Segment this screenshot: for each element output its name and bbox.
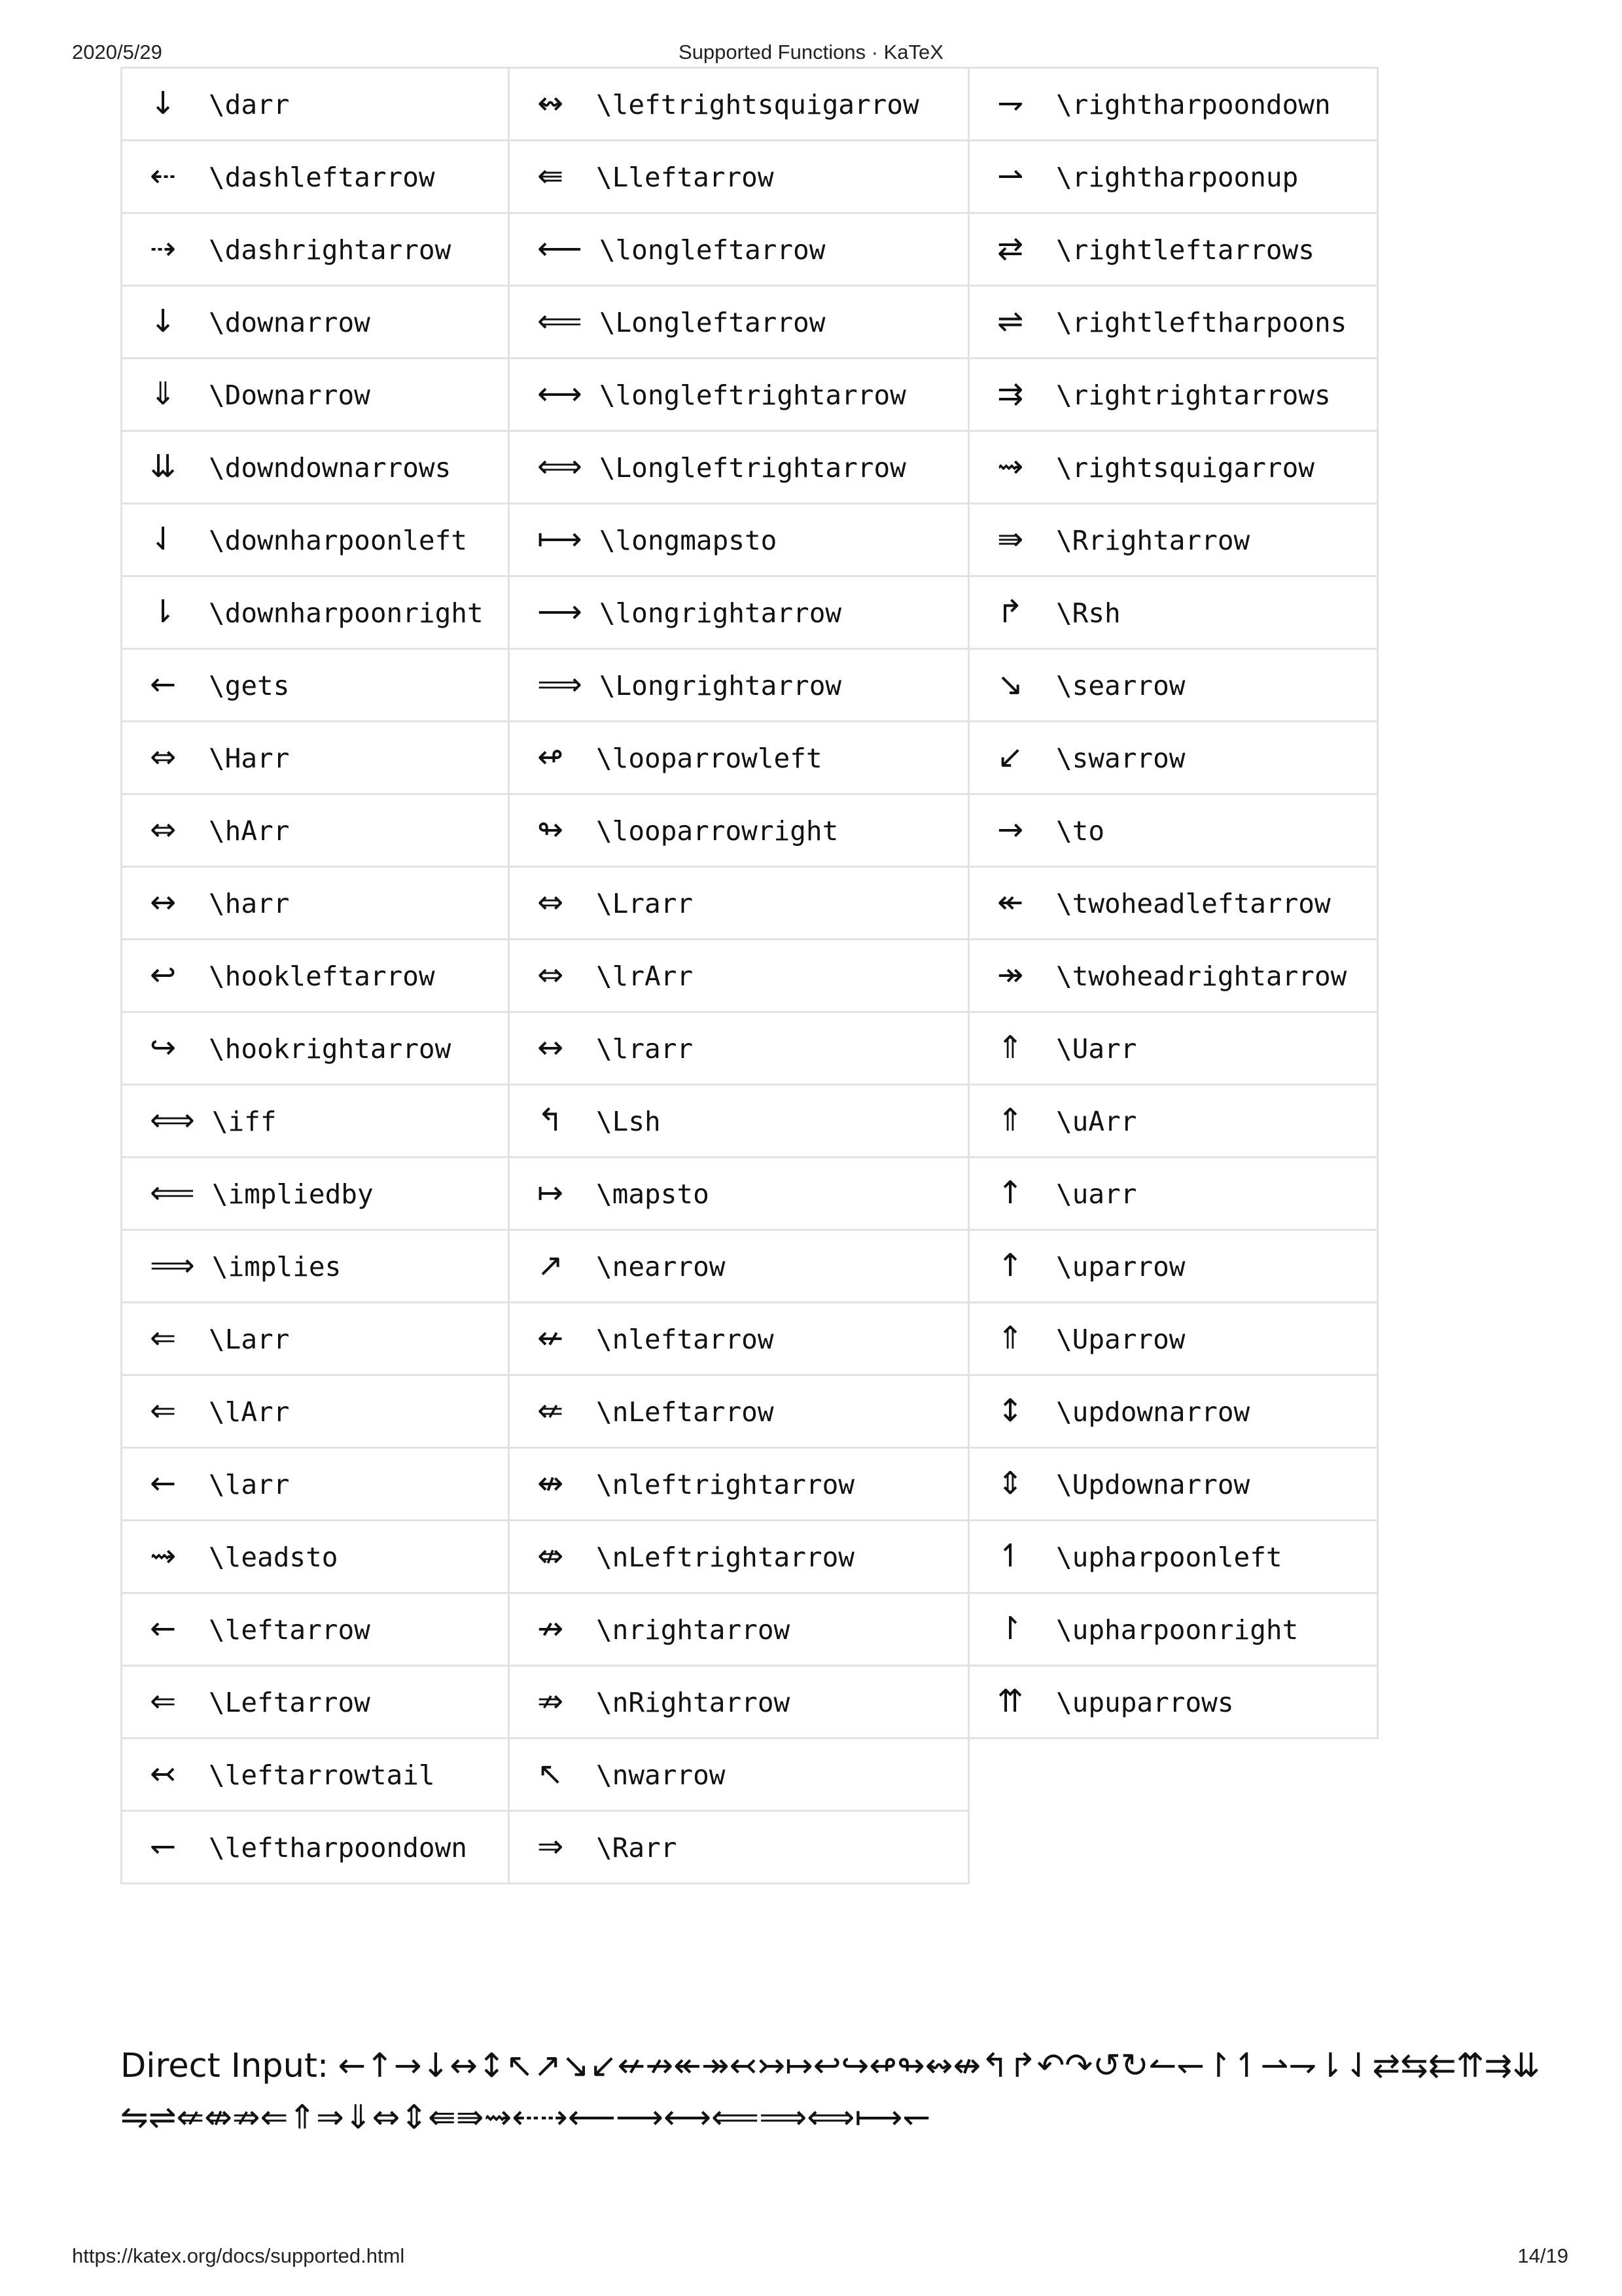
function-cell bbox=[969, 1593, 1378, 1666]
command-name: \nleftrightarrow bbox=[596, 1469, 855, 1500]
command-name: \looparrowleft bbox=[596, 743, 822, 774]
function-cell bbox=[969, 1012, 1378, 1085]
table-row bbox=[122, 1230, 1378, 1303]
table-row bbox=[122, 431, 1378, 504]
table-row bbox=[122, 1593, 1378, 1666]
function-cell bbox=[509, 1157, 969, 1230]
arrow-symbol-icon: ↾ bbox=[997, 1610, 1024, 1647]
command-name: \twoheadleftarrow bbox=[1056, 888, 1331, 919]
command-name: \downarrow bbox=[209, 307, 370, 338]
arrow-symbol-icon: ↛ bbox=[537, 1610, 564, 1647]
function-cell bbox=[122, 722, 509, 794]
command-name: \Harr bbox=[209, 743, 290, 774]
function-cell bbox=[969, 1157, 1378, 1230]
command-name: \hArr bbox=[209, 815, 290, 847]
footer-page-number: 14/19 bbox=[1517, 2244, 1568, 2267]
function-cell bbox=[509, 940, 969, 1012]
command-name: \Uparrow bbox=[1056, 1324, 1186, 1355]
arrow-symbol-icon: ⇔ bbox=[150, 811, 177, 848]
function-cell bbox=[122, 1012, 509, 1085]
command-name: \uarr bbox=[1056, 1178, 1137, 1210]
command-name: \downharpoonleft bbox=[209, 525, 467, 556]
function-cell bbox=[969, 68, 1378, 141]
command-name: \lrarr bbox=[596, 1033, 694, 1065]
arrow-symbol-icon: ⇝ bbox=[997, 448, 1024, 485]
table-row bbox=[122, 1521, 1378, 1593]
command-name: \dashrightarrow bbox=[209, 234, 451, 266]
function-cell bbox=[122, 1157, 509, 1230]
arrow-symbol-icon: ⇑ bbox=[997, 1029, 1024, 1066]
function-cell bbox=[509, 431, 969, 504]
arrow-symbol-icon: ↦ bbox=[537, 1174, 564, 1211]
arrow-symbol-icon: ⇊ bbox=[150, 448, 177, 485]
arrow-symbol-icon: ⇕ bbox=[997, 1465, 1024, 1502]
function-cell bbox=[122, 1811, 509, 1884]
function-cell bbox=[509, 504, 969, 576]
function-cell bbox=[509, 1303, 969, 1375]
arrow-symbol-icon: ⇢ bbox=[150, 230, 177, 267]
arrow-symbol-icon: ⇌ bbox=[997, 303, 1024, 340]
arrow-symbol-icon: ↰ bbox=[537, 1102, 564, 1139]
command-name: \leftharpoondown bbox=[209, 1832, 467, 1863]
table-row bbox=[122, 1666, 1378, 1739]
arrow-symbol-icon: ⇀ bbox=[997, 158, 1024, 194]
table-row bbox=[122, 576, 1378, 649]
function-cell bbox=[122, 1375, 509, 1448]
function-cell bbox=[509, 1230, 969, 1303]
function-cell bbox=[509, 68, 969, 141]
command-name: \longrightarrow bbox=[599, 597, 842, 629]
arrow-symbol-icon: ← bbox=[150, 1465, 177, 1502]
table-row bbox=[122, 940, 1378, 1012]
function-cell bbox=[509, 141, 969, 213]
command-name: \Downarrow bbox=[209, 380, 370, 411]
table-row bbox=[122, 649, 1378, 722]
table-row bbox=[122, 1157, 1378, 1230]
arrow-symbol-icon: ← bbox=[150, 666, 177, 703]
arrow-symbol-icon: ⟺ bbox=[537, 448, 582, 485]
function-cell bbox=[969, 1375, 1378, 1448]
arrow-symbol-icon: ↙ bbox=[997, 739, 1024, 775]
arrow-symbol-icon: ⟸ bbox=[150, 1174, 195, 1211]
command-name: \twoheadrightarrow bbox=[1056, 961, 1347, 992]
function-cell bbox=[969, 359, 1378, 431]
function-cell bbox=[509, 1448, 969, 1521]
command-name: \rightleftarrows bbox=[1056, 234, 1314, 266]
arrow-symbol-icon: ⟼ bbox=[537, 521, 582, 557]
table-row bbox=[122, 141, 1378, 213]
function-cell bbox=[122, 1739, 509, 1811]
function-cell bbox=[122, 68, 509, 141]
function-cell bbox=[509, 1593, 969, 1666]
function-cell bbox=[969, 940, 1378, 1012]
command-name: \nrightarrow bbox=[596, 1614, 790, 1646]
function-cell bbox=[969, 649, 1378, 722]
command-name: \leadsto bbox=[209, 1542, 338, 1573]
arrow-symbol-icon: ↓ bbox=[150, 85, 177, 122]
function-cell bbox=[969, 504, 1378, 576]
function-cell bbox=[969, 1448, 1378, 1521]
arrow-symbol-icon: ⟹ bbox=[537, 666, 582, 703]
arrow-symbol-icon: ⇔ bbox=[150, 739, 177, 775]
direct-input-section bbox=[120, 2040, 1540, 2144]
arrow-symbol-icon: ⇔ bbox=[537, 884, 564, 921]
direct-input-characters: ←↑→↓↔↕↖↗↘↙↚↛↞↠↢↣↦↩↪↫↬↭↮↰↱↶↷↺↻↼↽↾↿⇀⇁⇂⇃⇄⇆⇇⇈⇉⇊⇋⇌⇍⇎⇏⇐⇑⇒⇓⇔⇕⇚⇛⇝⇠⇢⟵⟶⟷⟸⟹⟺⟼↽ bbox=[120, 2047, 1540, 2137]
command-name: \upuparrows bbox=[1056, 1687, 1234, 1718]
arrow-symbol-icon: ↢ bbox=[150, 1756, 177, 1792]
function-cell bbox=[969, 141, 1378, 213]
command-name: \rightrightarrows bbox=[1056, 380, 1331, 411]
function-cell bbox=[122, 1230, 509, 1303]
table-row bbox=[122, 359, 1378, 431]
function-cell bbox=[509, 359, 969, 431]
header-title: Supported Functions · KaTeX bbox=[679, 41, 943, 63]
table-row bbox=[122, 1448, 1378, 1521]
function-cell bbox=[509, 1085, 969, 1157]
arrow-symbol-icon: ⇂ bbox=[150, 593, 177, 630]
command-name: \Uarr bbox=[1056, 1033, 1137, 1065]
command-name: \Longleftarrow bbox=[599, 307, 826, 338]
function-cell bbox=[122, 649, 509, 722]
empty-cell bbox=[969, 1739, 1378, 1811]
arrow-symbol-icon: ⇠ bbox=[150, 158, 177, 194]
function-cell bbox=[122, 141, 509, 213]
function-cell bbox=[969, 867, 1378, 940]
function-cell bbox=[509, 1521, 969, 1593]
command-name: \hookleftarrow bbox=[209, 961, 435, 992]
command-name: \Rsh bbox=[1056, 597, 1121, 629]
arrow-symbol-icon: ⇑ bbox=[997, 1102, 1024, 1139]
function-cell bbox=[509, 1012, 969, 1085]
command-name: \nleftarrow bbox=[596, 1324, 774, 1355]
command-name: \Lsh bbox=[596, 1106, 661, 1137]
function-cell bbox=[969, 794, 1378, 867]
arrow-symbol-icon: ⇐ bbox=[150, 1320, 177, 1356]
arrow-symbol-icon: ⇑ bbox=[997, 1320, 1024, 1356]
arrow-symbol-icon: ⇏ bbox=[537, 1683, 564, 1720]
function-cell bbox=[969, 1303, 1378, 1375]
function-cell bbox=[509, 1811, 969, 1884]
arrow-commands-table-body bbox=[122, 68, 1378, 1884]
arrow-symbol-icon: ⟺ bbox=[150, 1102, 195, 1139]
table-row bbox=[122, 1303, 1378, 1375]
function-cell bbox=[122, 504, 509, 576]
arrow-symbol-icon: ↬ bbox=[537, 811, 564, 848]
command-name: \nLeftrightarrow bbox=[596, 1542, 855, 1573]
function-cell bbox=[969, 576, 1378, 649]
command-name: \iff bbox=[211, 1106, 277, 1137]
arrow-symbol-icon: ⇉ bbox=[997, 376, 1024, 412]
empty-cell bbox=[969, 1811, 1378, 1884]
command-name: \upharpoonleft bbox=[1056, 1542, 1282, 1573]
function-cell bbox=[122, 940, 509, 1012]
command-name: \swarrow bbox=[1056, 743, 1186, 774]
function-cell bbox=[969, 1666, 1378, 1739]
direct-input-label: Direct Input: bbox=[120, 2047, 329, 2085]
arrow-symbol-icon: ↑ bbox=[997, 1174, 1024, 1211]
function-cell bbox=[969, 1230, 1378, 1303]
function-cell bbox=[509, 867, 969, 940]
command-name: \Longleftrightarrow bbox=[599, 452, 906, 484]
arrow-symbol-icon: ↞ bbox=[997, 884, 1024, 921]
function-cell bbox=[122, 1085, 509, 1157]
arrow-symbol-icon: ↚ bbox=[537, 1320, 564, 1356]
arrow-symbol-icon: ⟸ bbox=[537, 303, 582, 340]
arrow-symbol-icon: ↫ bbox=[537, 739, 564, 775]
table-row bbox=[122, 722, 1378, 794]
arrow-symbol-icon: ↮ bbox=[537, 1465, 564, 1502]
arrow-symbol-icon: ↕ bbox=[997, 1392, 1024, 1429]
command-name: \leftarrowtail bbox=[209, 1759, 435, 1791]
command-name: \larr bbox=[209, 1469, 290, 1500]
function-cell bbox=[509, 722, 969, 794]
arrow-symbol-icon: ↪ bbox=[150, 1029, 177, 1066]
arrow-symbol-icon: ⇚ bbox=[537, 158, 564, 194]
command-name: \rightsquigarrow bbox=[1056, 452, 1314, 484]
function-cell bbox=[509, 286, 969, 359]
function-cell bbox=[509, 1666, 969, 1739]
arrow-symbol-icon: ↘ bbox=[997, 666, 1024, 703]
command-name: \longmapsto bbox=[599, 525, 777, 556]
command-name: \hookrightarrow bbox=[209, 1033, 451, 1065]
function-cell bbox=[509, 794, 969, 867]
function-cell bbox=[969, 1085, 1378, 1157]
command-name: \Larr bbox=[209, 1324, 290, 1355]
command-name: \rightharpoondown bbox=[1056, 89, 1331, 120]
function-cell bbox=[122, 213, 509, 286]
command-name: \downdownarrows bbox=[209, 452, 451, 484]
arrow-symbol-icon: → bbox=[997, 811, 1024, 848]
command-name: \to bbox=[1056, 815, 1105, 847]
arrow-symbol-icon: ↩ bbox=[150, 957, 177, 993]
command-name: \nwarrow bbox=[596, 1759, 726, 1791]
arrow-symbol-icon: ↔ bbox=[537, 1029, 564, 1066]
command-name: \rightleftharpoons bbox=[1056, 307, 1347, 338]
command-name: \searrow bbox=[1056, 670, 1186, 701]
table-row bbox=[122, 794, 1378, 867]
arrow-symbol-icon: ⇐ bbox=[150, 1683, 177, 1720]
command-name: \Rarr bbox=[596, 1832, 677, 1863]
command-name: \implies bbox=[211, 1251, 342, 1282]
table-row bbox=[122, 1811, 1378, 1884]
command-name: \mapsto bbox=[596, 1178, 709, 1210]
arrow-symbol-icon: ⇓ bbox=[150, 376, 177, 412]
arrow-symbol-icon: ⇎ bbox=[537, 1538, 564, 1574]
arrow-symbol-icon: ↱ bbox=[997, 593, 1024, 630]
footer-url[interactable]: https://katex.org/docs/supported.html bbox=[72, 2244, 405, 2267]
table-row bbox=[122, 213, 1378, 286]
function-cell bbox=[122, 431, 509, 504]
function-cell bbox=[122, 794, 509, 867]
function-cell bbox=[509, 213, 969, 286]
arrow-symbol-icon: ⇈ bbox=[997, 1683, 1024, 1720]
command-name: \Updownarrow bbox=[1056, 1469, 1250, 1500]
command-name: \impliedby bbox=[211, 1178, 374, 1210]
command-name: \longleftarrow bbox=[599, 234, 826, 266]
function-cell bbox=[509, 649, 969, 722]
function-cell bbox=[969, 286, 1378, 359]
function-cell bbox=[122, 576, 509, 649]
command-name: \lrArr bbox=[596, 961, 694, 992]
command-name: \looparrowright bbox=[596, 815, 839, 847]
arrow-symbol-icon: ↿ bbox=[997, 1538, 1024, 1574]
header-date: 2020/5/29 bbox=[72, 41, 162, 63]
arrow-symbol-icon: ⟷ bbox=[537, 376, 582, 412]
arrow-symbol-icon: ↭ bbox=[537, 85, 564, 122]
arrow-symbol-icon: ↓ bbox=[150, 303, 177, 340]
command-name: \nRightarrow bbox=[596, 1687, 790, 1718]
function-cell bbox=[122, 1593, 509, 1666]
arrow-symbol-icon: ↔ bbox=[150, 884, 177, 921]
command-name: \upharpoonright bbox=[1056, 1614, 1299, 1646]
arrow-symbol-icon: ↽ bbox=[150, 1828, 177, 1865]
command-name: \downharpoonright bbox=[209, 597, 484, 629]
arrow-symbol-icon: ⇁ bbox=[997, 85, 1024, 122]
command-name: \Lrarr bbox=[596, 888, 694, 919]
command-name: \harr bbox=[209, 888, 290, 919]
table-row bbox=[122, 286, 1378, 359]
command-name: \leftarrow bbox=[209, 1614, 370, 1646]
arrow-symbol-icon: ↠ bbox=[997, 957, 1024, 993]
command-name: \Leftarrow bbox=[209, 1687, 370, 1718]
arrow-symbol-icon: ⇐ bbox=[150, 1392, 177, 1429]
table-row bbox=[122, 867, 1378, 940]
command-name: \uArr bbox=[1056, 1106, 1137, 1137]
arrow-symbol-icon: ↗ bbox=[537, 1247, 564, 1284]
function-cell bbox=[122, 1303, 509, 1375]
table-row bbox=[122, 68, 1378, 141]
function-cell bbox=[122, 359, 509, 431]
command-name: \Lleftarrow bbox=[596, 162, 774, 193]
function-cell bbox=[969, 431, 1378, 504]
function-cell bbox=[969, 1521, 1378, 1593]
function-cell bbox=[122, 286, 509, 359]
arrow-symbol-icon: ⇔ bbox=[537, 957, 564, 993]
function-cell bbox=[509, 576, 969, 649]
table-row bbox=[122, 1739, 1378, 1811]
command-name: \nearrow bbox=[596, 1251, 726, 1282]
arrow-symbol-icon: ↖ bbox=[537, 1756, 564, 1792]
arrow-symbol-icon: ⟹ bbox=[150, 1247, 195, 1284]
arrow-symbol-icon: ⟵ bbox=[537, 230, 582, 267]
command-name: \dashleftarrow bbox=[209, 162, 435, 193]
command-name: \Longrightarrow bbox=[599, 670, 842, 701]
command-name: \updownarrow bbox=[1056, 1396, 1250, 1428]
function-cell bbox=[509, 1375, 969, 1448]
function-cell bbox=[122, 1666, 509, 1739]
arrow-symbol-icon: ⇄ bbox=[997, 230, 1024, 267]
table-row bbox=[122, 1085, 1378, 1157]
arrow-symbol-icon: ⇝ bbox=[150, 1538, 177, 1574]
command-name: \nLeftarrow bbox=[596, 1396, 774, 1428]
arrow-symbol-icon: ⇛ bbox=[997, 521, 1024, 557]
arrow-symbol-icon: ⇃ bbox=[150, 521, 177, 557]
command-name: \longleftrightarrow bbox=[599, 380, 906, 411]
command-name: \rightharpoonup bbox=[1056, 162, 1299, 193]
function-cell bbox=[122, 867, 509, 940]
table-row bbox=[122, 504, 1378, 576]
function-cell bbox=[122, 1521, 509, 1593]
command-name: \darr bbox=[209, 89, 290, 120]
command-name: \lArr bbox=[209, 1396, 290, 1428]
function-cell bbox=[969, 722, 1378, 794]
arrow-symbol-icon: ← bbox=[150, 1610, 177, 1647]
function-cell bbox=[509, 1739, 969, 1811]
arrow-symbol-icon: ⇍ bbox=[537, 1392, 564, 1429]
table-row bbox=[122, 1012, 1378, 1085]
command-name: \uparrow bbox=[1056, 1251, 1186, 1282]
command-name: \leftrightsquigarrow bbox=[596, 89, 919, 120]
command-name: \Rrightarrow bbox=[1056, 525, 1250, 556]
arrow-symbol-icon: ↑ bbox=[997, 1247, 1024, 1284]
arrow-symbol-icon: ⇒ bbox=[537, 1828, 564, 1865]
arrow-symbol-icon: ⟶ bbox=[537, 593, 582, 630]
function-cell bbox=[969, 213, 1378, 286]
table-row bbox=[122, 1375, 1378, 1448]
command-name: \gets bbox=[209, 670, 290, 701]
arrow-commands-table bbox=[120, 67, 1379, 1884]
function-cell bbox=[122, 1448, 509, 1521]
